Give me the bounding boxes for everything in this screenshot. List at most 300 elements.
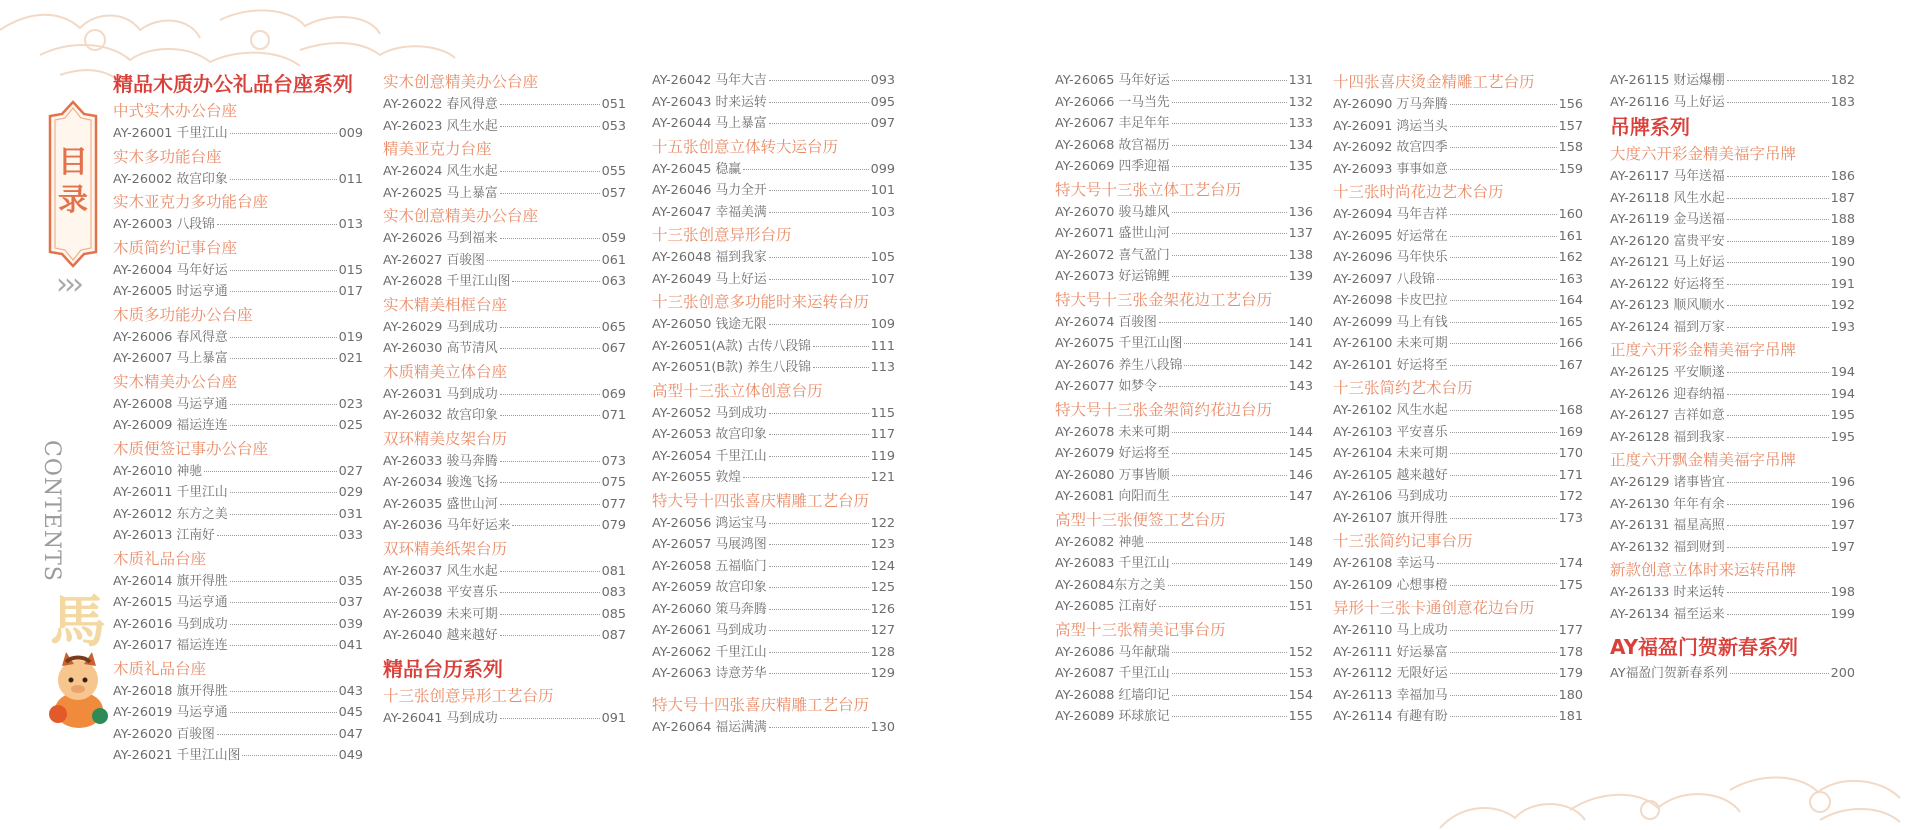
toc-entry[interactable] [383, 708, 626, 730]
category-title: 实木创意精美办公台座 [383, 207, 539, 225]
toc-entry[interactable] [652, 717, 895, 739]
toc-entry[interactable] [1333, 137, 1583, 159]
toc-entry[interactable] [1055, 663, 1313, 685]
entry-name: AY-26043 时来运转 [652, 94, 767, 110]
toc-entry[interactable] [383, 317, 626, 339]
dot-leader [242, 755, 336, 756]
toc-entry[interactable] [1610, 427, 1855, 449]
toc-entry[interactable] [652, 202, 895, 224]
dot-leader [769, 673, 869, 674]
entry-page-number: 196 [1830, 475, 1855, 490]
entry-name: AY-26033 骏马奔腾 [383, 453, 498, 469]
entry-name: AY-26063 诗意芳华 [652, 666, 767, 681]
toc-entry[interactable] [1055, 92, 1313, 114]
dot-leader [1727, 372, 1829, 373]
entry-name: AY-26079 好运将至 [1055, 446, 1170, 461]
entry-name: AY-26050 钱途无限 [652, 317, 767, 332]
dot-leader [743, 477, 869, 478]
entry-page-number: 009 [338, 126, 363, 141]
toc-entry[interactable] [383, 604, 626, 626]
toc-entry[interactable] [113, 702, 363, 724]
dot-leader [1172, 212, 1287, 213]
toc-entry[interactable] [113, 614, 363, 636]
toc-entry[interactable] [1333, 290, 1583, 312]
entry-name: AY-26119 金马送福 [1610, 212, 1725, 227]
toc-entry[interactable] [383, 338, 626, 360]
toc-entry[interactable] [113, 260, 363, 282]
entry-name: AY-26032 故宫印象 [383, 408, 498, 423]
toc-entry[interactable] [652, 159, 895, 181]
toc-entry[interactable] [1333, 247, 1583, 269]
entry-name: AY-26090 万马奔腾 [1333, 97, 1448, 112]
entry-page-number: 132 [1288, 94, 1313, 110]
entry-name: AY-26060 策马奔腾 [652, 601, 767, 617]
toc-entry[interactable] [113, 681, 363, 703]
entry-name: AY-26100 未来可期 [1333, 336, 1448, 351]
toc-entry[interactable] [1610, 317, 1855, 339]
toc-entry[interactable] [1333, 553, 1583, 575]
toc-entry[interactable] [383, 94, 626, 116]
toc-entry[interactable] [652, 70, 895, 92]
entry-page-number: 027 [338, 463, 363, 479]
toc-entry[interactable] [1055, 113, 1313, 135]
toc-entry[interactable] [1055, 70, 1313, 92]
entry-page-number: 194 [1830, 365, 1855, 380]
toc-entry[interactable] [1333, 486, 1583, 508]
entry-name: AY-26067 丰足年年 [1055, 116, 1170, 131]
entry-name: AY-26031 马到成功 [383, 386, 498, 402]
toc-entry[interactable] [113, 635, 363, 657]
dot-leader [769, 212, 869, 213]
toc-entry[interactable] [1333, 706, 1583, 728]
entry-name: AY-26057 马展鸿图 [652, 537, 767, 552]
toc-entry[interactable] [1610, 494, 1855, 516]
toc-entry[interactable] [383, 161, 626, 183]
toc-entry[interactable] [1333, 269, 1583, 291]
entry-name: AY-26121 马上好运 [1610, 255, 1725, 270]
category-title: 实木亚克力多功能台座 [113, 193, 269, 211]
dot-leader [1450, 214, 1557, 215]
toc-entry[interactable] [1333, 226, 1583, 248]
dot-leader [1727, 394, 1829, 395]
toc-entry[interactable] [1055, 202, 1313, 224]
toc-entry[interactable] [1333, 575, 1583, 597]
toc-entry[interactable] [652, 577, 895, 599]
dot-leader [769, 587, 869, 588]
toc-entry[interactable] [1333, 422, 1583, 444]
toc-entry[interactable] [383, 582, 626, 604]
entry-name: AY福盈门贺新春系列 [1610, 666, 1728, 681]
entry-page-number: 188 [1830, 212, 1855, 227]
toc-entry[interactable] [383, 515, 626, 537]
entry-page-number: 051 [601, 97, 626, 112]
toc-entry[interactable] [1610, 604, 1855, 626]
entry-page-number: 057 [601, 185, 626, 201]
dot-leader [1450, 496, 1557, 497]
entry-name: AY-26025 马上暴富 [383, 185, 498, 201]
entry-name: AY-26124 福到万家 [1610, 319, 1725, 335]
entry-page-number: 200 [1830, 666, 1855, 681]
entry-name: AY-26069 四季迎福 [1055, 159, 1170, 174]
category-title: 十三张简约艺术台历 [1333, 379, 1473, 397]
dot-leader [230, 270, 337, 271]
toc-entry[interactable] [1610, 362, 1855, 384]
toc-entry[interactable] [113, 482, 363, 504]
dot-leader [512, 525, 599, 526]
entry-page-number: 091 [601, 710, 626, 726]
toc-entry[interactable] [1610, 663, 1855, 685]
entry-name: AY-26039 未来可期 [383, 606, 498, 622]
entry-name: AY-26018 旗开得胜 [113, 683, 228, 699]
entry-page-number: 171 [1558, 467, 1583, 483]
dot-leader [769, 566, 869, 567]
toc-entry[interactable] [383, 183, 626, 205]
dot-leader [500, 327, 600, 328]
toc-entry[interactable] [383, 271, 626, 293]
toc-entry[interactable] [113, 724, 363, 746]
toc-entry[interactable] [652, 247, 895, 269]
entry-name: AY-26048 福到我家 [652, 250, 767, 265]
toc-column-3 [652, 70, 895, 738]
toc-entry[interactable] [383, 451, 626, 473]
toc-entry[interactable] [1610, 384, 1855, 406]
toc-entry[interactable] [113, 348, 363, 370]
toc-entry[interactable] [1610, 166, 1855, 188]
toc-entry[interactable] [383, 625, 626, 647]
category-title: 特大号十三张立体工艺台历 [1055, 180, 1242, 199]
toc-entry[interactable] [1333, 465, 1583, 487]
toc-entry[interactable] [383, 384, 626, 406]
toc-entry[interactable] [1333, 94, 1583, 116]
entry-name: AY-26110 马上成功 [1333, 623, 1448, 638]
entry-name: AY-26015 马运亨通 [113, 595, 228, 610]
toc-entry[interactable] [1055, 422, 1313, 444]
toc-entry[interactable] [652, 513, 895, 535]
entry-name: AY-26005 时运亨通 [113, 284, 228, 299]
dot-leader [1727, 327, 1829, 328]
entry-name: AY-26122 好运将至 [1610, 276, 1725, 292]
entry-page-number: 011 [338, 171, 363, 187]
entry-page-number: 195 [1830, 408, 1855, 423]
category-title: 木质简约记事台座 [113, 238, 238, 257]
toc-entry[interactable] [652, 620, 895, 642]
toc-entry[interactable] [1610, 582, 1855, 604]
toc-entry[interactable] [113, 525, 363, 547]
toc-entry[interactable] [1610, 209, 1855, 231]
entry-name: AY-26028 千里江山图 [383, 274, 511, 289]
dot-leader [230, 179, 337, 180]
entry-name: AY-26046 马力全开 [652, 183, 767, 198]
dot-leader [230, 645, 337, 646]
entry-name: AY-26081 向阳而生 [1055, 489, 1170, 504]
dot-leader [1727, 415, 1829, 416]
entry-name: AY-26052 马到成功 [652, 405, 767, 421]
toc-column-1 [113, 70, 363, 767]
category-title: 高型十三张便签工艺台历 [1055, 510, 1226, 529]
toc-entry[interactable] [1610, 274, 1855, 296]
toc-entry[interactable] [1333, 204, 1583, 226]
toc-entry[interactable] [113, 214, 363, 236]
entry-name: AY-26117 马年送福 [1610, 169, 1725, 184]
category-title: 特大号十四张喜庆精雕工艺台历 [652, 695, 870, 714]
toc-entry[interactable] [113, 281, 363, 303]
dot-leader [1727, 305, 1829, 306]
entry-name: AY-26075 千里江山图 [1055, 336, 1183, 351]
toc-entry[interactable] [652, 269, 895, 291]
entry-page-number: 186 [1830, 169, 1855, 184]
toc-entry[interactable] [652, 336, 895, 358]
entry-page-number: 119 [870, 448, 895, 464]
toc-entry[interactable] [383, 228, 626, 250]
dot-leader [1727, 614, 1829, 615]
toc-entry[interactable] [652, 180, 895, 202]
toc-entry[interactable] [1333, 620, 1583, 642]
dot-leader [217, 535, 337, 536]
toc-column-4 [1055, 70, 1313, 728]
entry-page-number: 101 [870, 183, 895, 198]
toc-entry[interactable] [1055, 376, 1313, 398]
dot-leader [1450, 673, 1557, 674]
toc-entry[interactable] [113, 394, 363, 416]
toc-entry[interactable] [1055, 135, 1313, 157]
toc-entry[interactable] [1610, 515, 1855, 537]
category-title: 十三张创意多功能时来运转台历 [652, 293, 870, 311]
toc-entry[interactable] [1055, 465, 1313, 487]
toc-entry[interactable] [652, 113, 895, 135]
toc-entry[interactable] [652, 446, 895, 468]
toc-entry[interactable] [1610, 231, 1855, 253]
entry-page-number: 047 [338, 726, 363, 742]
dot-leader [1727, 284, 1829, 285]
toc-entry[interactable] [113, 327, 363, 349]
entry-page-number: 195 [1830, 429, 1855, 445]
category-title: 十三张创意异形工艺台历 [383, 686, 554, 705]
toc-entry[interactable] [1055, 156, 1313, 178]
dot-leader [1437, 279, 1557, 280]
entry-page-number: 122 [870, 515, 895, 531]
toc-entry[interactable] [1333, 159, 1583, 181]
entry-page-number: 177 [1558, 623, 1583, 638]
toc-entry[interactable] [652, 663, 895, 685]
toc-entry[interactable] [1333, 400, 1583, 422]
dot-leader [1159, 606, 1287, 607]
entry-name: AY-26029 马到成功 [383, 319, 498, 335]
dot-leader [1450, 343, 1557, 344]
toc-entry[interactable] [1333, 333, 1583, 355]
entry-page-number: 039 [338, 616, 363, 632]
toc-entry[interactable] [1055, 266, 1313, 288]
entry-page-number: 063 [601, 274, 626, 289]
dot-leader [769, 434, 869, 435]
toc-entry[interactable] [1055, 355, 1313, 377]
entry-page-number: 128 [870, 644, 895, 660]
entry-name: AY-26070 骏马雄风 [1055, 204, 1170, 220]
entry-page-number: 174 [1558, 556, 1583, 571]
entry-page-number: 031 [338, 506, 363, 522]
entry-name: AY-26001 千里江山 [113, 126, 228, 141]
dot-leader [204, 471, 337, 472]
entry-page-number: 193 [1830, 319, 1855, 335]
dot-leader [500, 348, 600, 349]
entry-name: AY-26022 春风得意 [383, 97, 498, 112]
category-title: 精美亚克力台座 [383, 140, 492, 158]
entry-name: AY-26051(B款) 养生八段锦 [652, 360, 811, 375]
toc-entry[interactable] [1055, 532, 1313, 554]
entry-name: AY-26085 江南好 [1055, 599, 1157, 614]
toc-entry[interactable] [113, 504, 363, 526]
toc-entry[interactable] [1610, 405, 1855, 427]
dot-leader [230, 581, 337, 582]
toc-entry[interactable] [1055, 223, 1313, 245]
toc-entry[interactable] [1333, 508, 1583, 530]
toc-entry[interactable] [1333, 116, 1583, 138]
entry-name: AY-26044 马上暴富 [652, 116, 767, 131]
entry-page-number: 164 [1558, 293, 1583, 308]
category-title: 高型十三张立体创意台历 [652, 381, 823, 400]
toc-entry[interactable] [652, 599, 895, 621]
entry-page-number: 067 [601, 341, 626, 356]
entry-name: AY-26084东方之美 [1055, 577, 1166, 593]
toc-entry[interactable] [1610, 188, 1855, 210]
toc-entry[interactable] [1610, 92, 1855, 114]
toc-entry[interactable] [1055, 596, 1313, 618]
toc-entry[interactable] [1610, 472, 1855, 494]
dot-leader [500, 171, 600, 172]
toc-entry[interactable] [113, 461, 363, 483]
toc-entry[interactable] [1333, 685, 1583, 707]
entry-name: AY-26131 福星高照 [1610, 518, 1725, 533]
entry-page-number: 160 [1558, 207, 1583, 222]
toc-entry[interactable] [1055, 553, 1313, 575]
entry-page-number: 124 [870, 558, 895, 574]
dot-leader [769, 456, 869, 457]
toc-entry[interactable] [1055, 575, 1313, 597]
entry-page-number: 146 [1288, 467, 1313, 483]
dot-leader [1450, 365, 1557, 366]
toc-entry[interactable] [652, 403, 895, 425]
toc-entry[interactable] [113, 571, 363, 593]
entry-page-number: 157 [1558, 118, 1583, 134]
entry-name: AY-26099 马上有钱 [1333, 314, 1448, 330]
toc-entry[interactable] [383, 250, 626, 272]
toc-entry[interactable] [113, 745, 363, 767]
toc-entry[interactable] [1333, 312, 1583, 334]
toc-entry[interactable] [383, 405, 626, 427]
entry-name: AY-26016 马到成功 [113, 616, 228, 632]
toc-entry[interactable] [652, 92, 895, 114]
dot-leader [500, 126, 600, 127]
dot-leader [500, 592, 600, 593]
dot-leader [1450, 300, 1557, 301]
toc-entry[interactable] [1333, 443, 1583, 465]
dot-leader [1727, 198, 1829, 199]
entry-name: AY-26068 故宫福历 [1055, 137, 1170, 153]
toc-entry[interactable] [652, 424, 895, 446]
entry-name: AY-26093 事事如意 [1333, 161, 1448, 177]
toc-entry[interactable] [1055, 443, 1313, 465]
toc-entry[interactable] [113, 592, 363, 614]
toc-entry[interactable] [652, 534, 895, 556]
cloud-decoration-bottom-right [1400, 750, 1920, 830]
dot-leader [769, 544, 869, 545]
dot-leader [230, 691, 337, 692]
dot-leader [1172, 563, 1287, 564]
toc-entry[interactable] [383, 116, 626, 138]
entry-name: AY-26127 吉祥如意 [1610, 408, 1725, 423]
category-title: 木质便签记事办公台座 [113, 439, 269, 458]
entry-page-number: 081 [601, 563, 626, 579]
toc-entry[interactable] [652, 642, 895, 664]
toc-entry[interactable] [1055, 312, 1313, 334]
toc-entry[interactable] [1055, 245, 1313, 267]
toc-entry[interactable] [1333, 663, 1583, 685]
entry-page-number: 126 [870, 601, 895, 617]
toc-entry[interactable] [1610, 295, 1855, 317]
dot-leader [813, 367, 869, 368]
dot-leader [1730, 673, 1829, 674]
entry-page-number: 025 [338, 418, 363, 433]
toc-entry[interactable] [113, 415, 363, 437]
toc-entry[interactable] [1055, 642, 1313, 664]
toc-entry[interactable] [652, 467, 895, 489]
dot-leader [1450, 695, 1557, 696]
dot-leader [769, 652, 869, 653]
entry-name: AY-26112 无限好运 [1333, 666, 1448, 681]
entry-page-number: 115 [870, 405, 895, 421]
toc-entry[interactable] [383, 561, 626, 583]
toc-entry[interactable] [1055, 486, 1313, 508]
toc-entry[interactable] [652, 357, 895, 379]
entry-page-number: 153 [1288, 666, 1313, 681]
dot-leader [769, 630, 869, 631]
entry-name: AY-26133 时来运转 [1610, 585, 1725, 600]
toc-entry[interactable] [113, 123, 363, 145]
toc-entry[interactable] [1055, 685, 1313, 707]
entry-page-number: 197 [1830, 539, 1855, 555]
badge-char-2: 录 [58, 183, 88, 218]
toc-entry[interactable] [652, 314, 895, 336]
dot-leader [1727, 437, 1829, 438]
toc-entry[interactable] [383, 472, 626, 494]
toc-entry[interactable] [1055, 333, 1313, 355]
category-title: 实木精美办公台座 [113, 372, 238, 391]
toc-entry[interactable] [1333, 642, 1583, 664]
toc-entry[interactable] [1610, 252, 1855, 274]
toc-entry[interactable] [1055, 706, 1313, 728]
dot-leader [1159, 322, 1287, 323]
dot-leader [1172, 453, 1287, 454]
toc-entry[interactable] [1610, 537, 1855, 559]
entry-name: AY-26017 福运连连 [113, 638, 228, 653]
dot-leader [1450, 236, 1557, 237]
toc-entry[interactable] [113, 169, 363, 191]
dot-leader [1168, 585, 1287, 586]
entry-name: AY-26118 风生水起 [1610, 190, 1725, 206]
toc-entry[interactable] [383, 494, 626, 516]
toc-entry[interactable] [1610, 70, 1855, 92]
dot-leader [1172, 716, 1287, 717]
toc-entry[interactable] [652, 556, 895, 578]
entry-name: AY-26065 马年好运 [1055, 73, 1170, 88]
entry-name: AY-26027 百骏图 [383, 252, 485, 268]
entry-page-number: 073 [601, 453, 626, 469]
entry-page-number: 179 [1558, 666, 1583, 681]
category-title: 特大号十三张金架简约花边台历 [1055, 400, 1273, 419]
toc-entry[interactable] [1333, 355, 1583, 377]
entry-name: AY-26055 敦煌 [652, 470, 742, 485]
entry-page-number: 144 [1288, 424, 1313, 440]
entry-page-number: 015 [338, 262, 363, 278]
